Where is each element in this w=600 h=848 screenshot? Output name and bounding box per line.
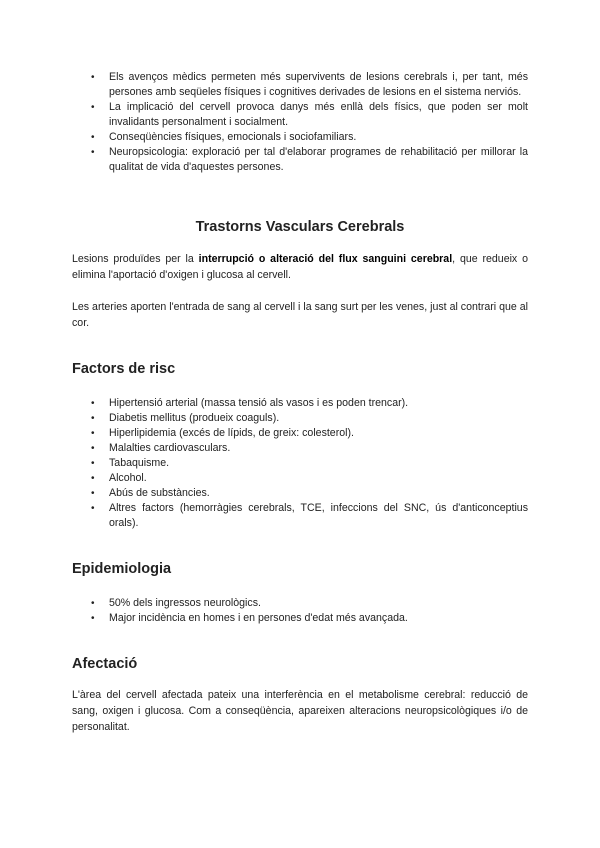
definition-bold-text: interrupció o alteració del flux sanguini cerebral (198, 253, 453, 265)
factors-bullet-list (72, 396, 528, 531)
definition-paragraph (72, 251, 528, 283)
section-heading-afectacio: Afectació (72, 656, 138, 672)
list-item: • Els avenços mèdics permeten més supervivents de lesions cerebrals i, per tant, més persones amb seqüeles físiques i cognitives derivades de lesions en el sistema nerviós. (109, 70, 528, 100)
list-item: • Abús de substàncies. (109, 486, 528, 501)
page-title: Trastorns Vasculars Cerebrals (195, 219, 405, 235)
list-item: • Alcohol. (109, 471, 528, 486)
list-item: • Neuropsicologia: exploració per tal d'elaborar programes de rehabilitació per millorar la qualitat de vida d'aquestes persones. (109, 145, 528, 175)
intro-bullet-list (72, 70, 528, 175)
list-item: • 50% dels ingressos neurològics. (109, 596, 528, 611)
afectacio-paragraph: L'àrea del cervell afectada pateix una interferència en el metabolisme cerebral: reducció de sang, oxigen i glucosa. Com a conseqüència, apareixen alteracions neuropsicològiques i/o de personalitat. (72, 689, 528, 733)
list-item: • Diabetis mellitus (produeix coaguls). (109, 411, 528, 426)
list-item: • Altres factors (hemorràgies cerebrals, TCE, infeccions del SNC, ús d'anticonceptius orals). (109, 501, 528, 531)
list-item: • Tabaquisme. (109, 456, 528, 471)
list-item: • La implicació del cervell provoca danys més enllà dels físics, que poden ser molt invalidants personalment i socialment. (109, 100, 528, 130)
list-item: • Malalties cardiovasculars. (109, 441, 528, 456)
section-heading-factors: Factors de risc (72, 361, 176, 377)
arteries-paragraph: Les arteries aporten l'entrada de sang al cervell i la sang surt per les venes, just al contrari que al cor. (72, 301, 528, 329)
section-heading-epidemiologia: Epidemiologia (72, 561, 172, 577)
epidemiologia-bullet-list (72, 596, 528, 626)
list-item: • Conseqüències físiques, emocionals i sociofamiliars. (109, 130, 528, 145)
list-item: • Hipertensió arterial (massa tensió als vasos i es poden trencar). (109, 396, 528, 411)
list-item: • Major incidència en homes i en persones d'edat més avançada. (109, 611, 528, 626)
definition-text-end: , que redueix o elimina l'aportació d'oxigen i glucosa al cervell. (72, 253, 528, 281)
list-item: • Hiperlipidemia (excés de lípids, de greix: colesterol). (109, 426, 528, 441)
definition-text-start: Lesions produïdes per la (72, 253, 199, 265)
